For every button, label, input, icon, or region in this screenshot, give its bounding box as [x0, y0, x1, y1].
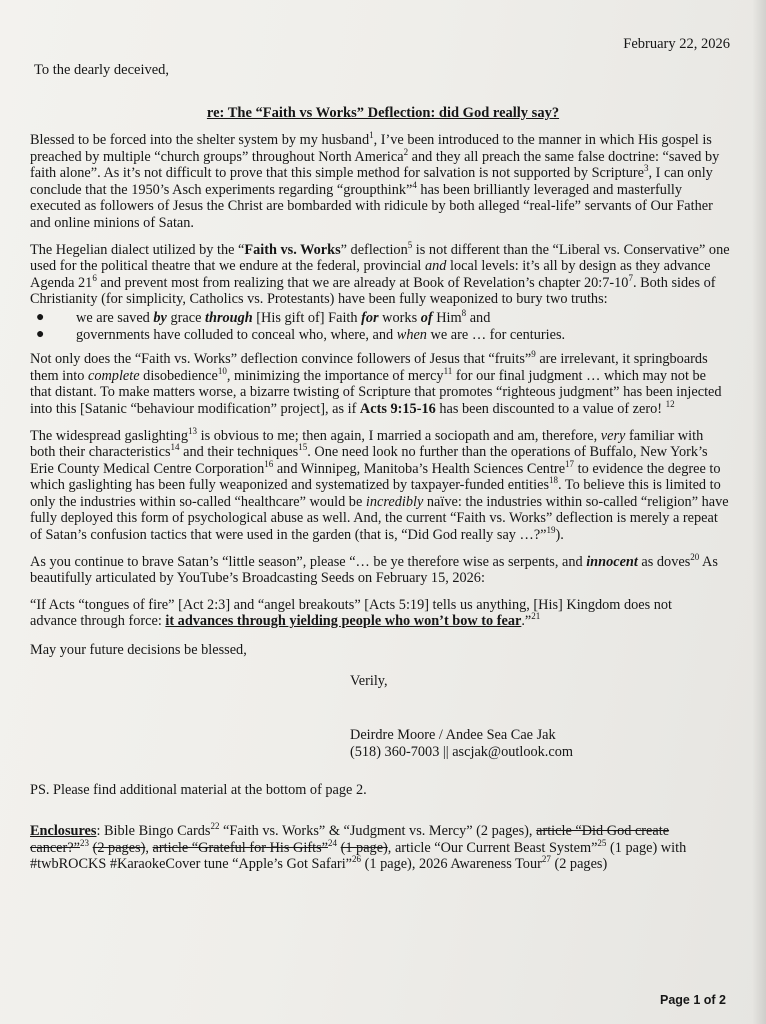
footnote-ref: 20: [690, 551, 700, 562]
footnote-ref: 6: [92, 272, 97, 283]
footnote-ref: 1: [369, 130, 374, 141]
list-item: ● governments have colluded to conceal who, where, and when we are … for centuries.: [36, 326, 566, 343]
page-number: Page 1 of 2: [660, 993, 726, 1007]
footnote-ref: 7: [628, 272, 633, 283]
footnote-ref: 23: [79, 837, 89, 848]
bullet-icon: ●: [36, 309, 45, 325]
valediction: Verily,: [350, 672, 388, 689]
footnote-ref: 17: [565, 458, 575, 469]
footnote-ref: 16: [264, 458, 274, 469]
footnote-ref: 8: [461, 308, 467, 319]
footnote-ref: 10: [217, 365, 227, 376]
footnote-ref: 5: [407, 239, 413, 250]
page-edge-shadow: [752, 0, 766, 1024]
footnote-ref: 9: [531, 349, 536, 360]
footnote-ref: 19: [546, 525, 556, 536]
paragraph-3: Not only does the “Faith vs. Works” deflection convince followers of Jesus that “fruits”$^9$ are irrelevant, it springboards them into complete disobedience$^{10}$, minimizing the importance of mercy$^{11}$ for our final judgment … which may not be that distant. To make matters worse, a bizarre twisting of Scripture that promotes “righteous judgment” has been injected into this [Satanic “behaviour modification” project], as if Acts 9:15-16 has been discounted to a value of zero! $^{12}$: [30, 349, 722, 417]
list-item: ● we are saved by grace through [His gift of] Faith for works of Him$^8$ and: [36, 308, 491, 326]
postscript: PS. Please find additional material at the bottom of page 2.: [30, 782, 367, 799]
enclosures: Enclosures: Bible Bingo Cards$^{22}$ “Faith vs. Works” & “Judgment vs. Mercy” (2 pages), article “Did God create cancer?”$^{23}$ (2 pages), article “Grateful for His Gifts”$^{24}$ (1 page), article “Our Current Beast System”$^{25}$ (1 page) with #twbROCKS #KaraokeCover tune “Apple’s Got Safari”$^{26}$ (1 page), 2026 Awareness Tour$^{27}$ (2 pages): [30, 821, 687, 873]
signature-contact: (518) 360-7003 || ascjak@outlook.com: [350, 743, 573, 760]
closing-line: May your future decisions be blessed,: [30, 642, 247, 659]
footnote-ref: 14: [170, 442, 180, 453]
signature-name: Deirdre Moore / Andee Sea Cae Jak: [350, 727, 556, 744]
footnote-ref: 21: [531, 611, 541, 622]
footnote-ref: 25: [597, 837, 607, 848]
footnote-ref: 12: [665, 399, 675, 410]
salutation: To the dearly deceived,: [34, 62, 170, 78]
footnote-ref: 15: [298, 442, 308, 453]
paragraph-1: Blessed to be forced into the shelter system by my husband$^1$, I’ve been introduced to the manner in which His gospel is preached by multiple “church groups” throughout North America$^2$ and they all preach the same false doctrine: “saved by faith alone”. As it’s not difficult to prove that this simple method for salvation is not supported by Scripture$^3$, I can only conclude that the 1950’s Asch experiments regarding “groupthink”$^4$ has been brilliantly leveraged and masterfully executed as followers of Jesus the Christ are bombarded with ridicule by both alleged “real-life” servants of Our Father and online minions of Satan.: [30, 130, 720, 231]
footnote-ref: 2: [403, 146, 409, 157]
footnote-ref: 27: [541, 854, 551, 865]
footnote-ref: 13: [188, 425, 198, 436]
paragraph-4: The widespread gaslighting$^{13}$ is obvious to me; then again, I married a sociopath and am, therefore, very familiar with both their characteristics$^{14}$ and their techniques$^{15}$. One need look no further than the operations of Buffalo, New York’s Erie County Medical Centre Corporation$^{16}$ and Winnipeg, Manitoba’s Health Sciences Centre$^{17}$ to evidence the degree to which gaslighting has been fully weaponized and systematized by taxpayer-funded entities$^{18}$. To believe this is limited to only the industries within so-called “healthcare” would be incredibly naïve: the industries within so-called “religion” have fully deployed this form of psychological abuse as well. And, the current “Faith vs. Works” deflection is merely a repeat of Satan’s confusion tactics that were used in the garden (that is, “Did God really say …?”$^{19}$).: [30, 425, 729, 544]
letter-date: February 22, 2026: [623, 36, 730, 52]
footnote-ref: 26: [352, 854, 362, 865]
footnote-ref: 22: [210, 821, 220, 832]
block-quote: “If Acts “tongues of fire” [Act 2:3] and “angel breakouts” [Acts 5:19] tells us anything, [His] Kingdom does not advance through force: it advances through yielding people who won’t bow to fear.”$^{21}$: [30, 596, 673, 630]
letter-body: [30, 132, 730, 873]
subject-line: re: The “Faith vs Works” Deflection: did God really say?: [206, 105, 560, 121]
footnote-ref: 4: [412, 180, 417, 191]
footnote-ref: 18: [549, 475, 559, 486]
paragraph-2: The Hegelian dialect utilized by the “Faith vs. Works” deflection$^5$ is not different than the “Liberal vs. Conservative” one used for the political theatre that we endure at the federal, provincial and local levels: it’s all by design as they advance Agenda $21^6$ and prevent most from realizing that we are already at Book of Revelation’s chapter $20:7-10^7$. Both sides of Christianity (for simplicity, Catholics vs. Protestants) have been fully weaponized to bury two truths:: [30, 239, 730, 308]
footnote-ref: 24: [327, 837, 337, 848]
truths-list: [30, 310, 730, 343]
closing-block: [30, 642, 730, 760]
paragraph-5: As you continue to brave Satan’s “little season”, please “… be ye therefore wise as serpents, and innocent as doves$^{20}$ As beautifully articulated by YouTube’s Broadcasting Seeds on February 15, 2026:: [30, 551, 718, 587]
footnote-ref: 3: [644, 163, 649, 174]
footnote-ref: 11: [443, 365, 453, 376]
bullet-icon: ●: [36, 326, 45, 342]
